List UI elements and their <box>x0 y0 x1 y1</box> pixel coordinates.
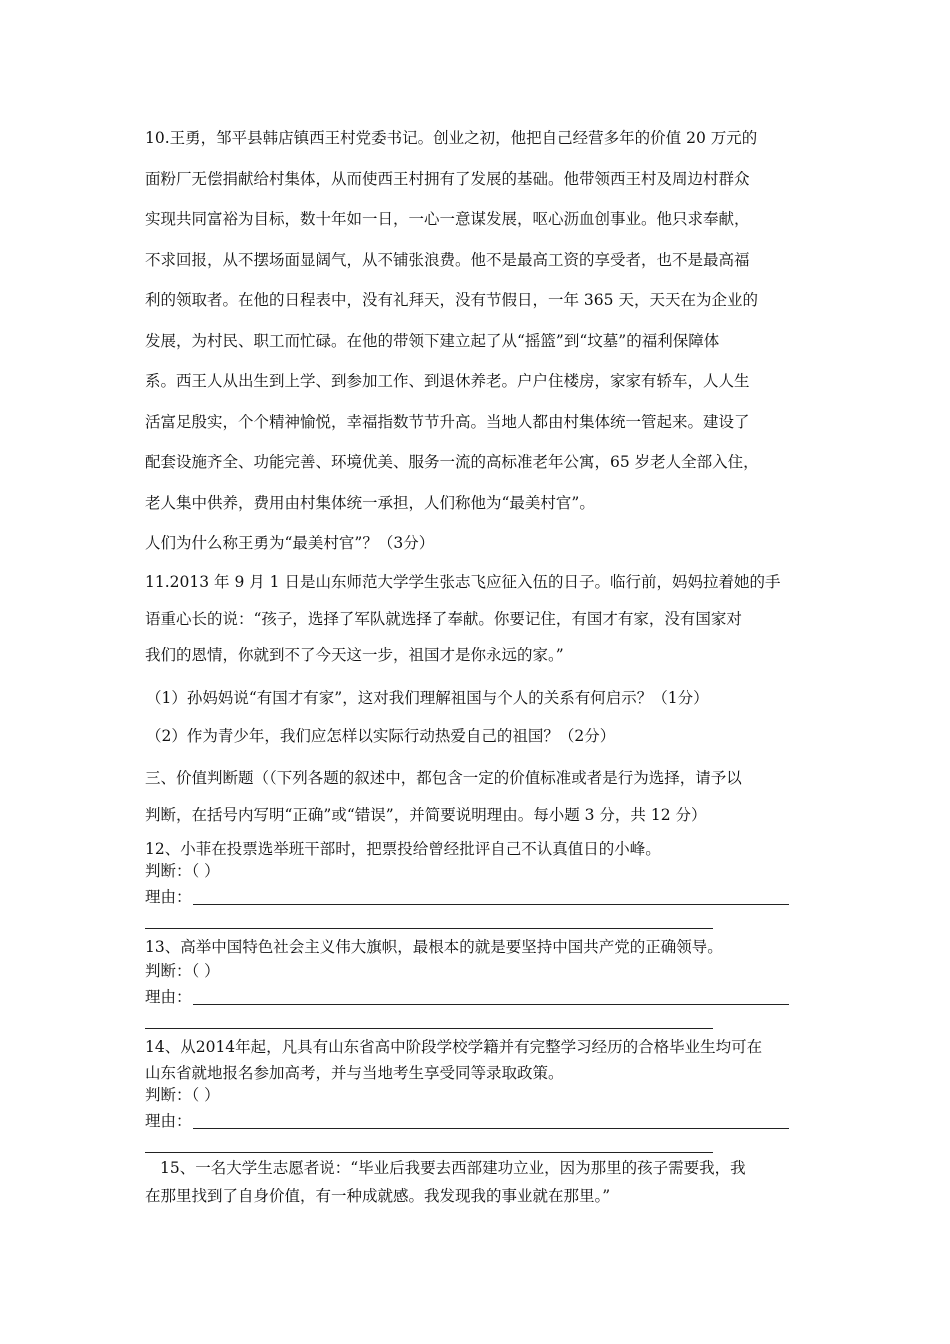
question-line: 在那里找到了自身价值，有一种成就感。我发现我的事业就在那里。” <box>145 1187 611 1205</box>
question-11-sub-1: （1）孙妈妈说“有国才有家”，这对我们理解祖国与个人的关系有何启示？（1分） <box>146 689 709 707</box>
passage-line: 10.王勇，邹平县韩店镇西王村党委书记。创业之初，他把自己经营多年的价值 20 万元的 <box>145 129 758 147</box>
passage-line: 语重心长的说：“孩子，选择了军队就选择了奉献。你要记住，有国才有家，没有国家对 <box>145 609 742 628</box>
passage-line: 发展，为村民、职工而忙碌。在他的带领下建立起了从“摇篮”到“坟墓”的福利保障体 <box>145 331 720 350</box>
passage-line: 老人集中供养，费用由村集体统一承担，人们称他为“最美村官”。 <box>145 493 595 512</box>
question-13: 13、高举中国特色社会主义伟大旗帜，最根本的就是要坚持中国共产党的正确领导。 <box>145 938 723 956</box>
passage-line: 利的领取者。在他的日程表中，没有礼拜天，没有节假日，一年 365 天，天天在为企业的 <box>145 291 758 309</box>
question-10-prompt: 人们为什么称王勇为“最美村官”？（3分） <box>145 534 435 552</box>
reason-label: 理由： <box>145 888 192 906</box>
judgment-field[interactable]: 判断：（ ） <box>145 862 220 880</box>
answer-line[interactable] <box>145 1028 713 1029</box>
passage-line: 系。西王人从出生到上学、到参加工作、到退休养老。户户住楼房，家家有轿车，人人生 <box>145 372 750 390</box>
section-heading-line: 三、价值判断题（（下列各题的叙述中，都包含一定的价值标准或者是行为选择，请予以 <box>145 769 742 787</box>
question-line: 14、从2014年起，凡具有山东省高中阶段学校学籍并有完整学习经历的合格毕业生均可在 <box>145 1038 763 1056</box>
passage-line: 面粉厂无偿捐献给村集体，从而使西王村拥有了发展的基础。他带领西王村及周边村群众 <box>145 169 750 188</box>
question-14 <box>145 1034 815 1086</box>
reason-label: 理由： <box>145 1112 192 1130</box>
question-15 <box>145 1154 830 1210</box>
question-12: 12、小菲在投票选举班干部时，把票投给曾经批评自己不认真值日的小峰。 <box>145 840 661 858</box>
question-11-sub-2: （2）作为青少年，我们应怎样以实际行动热爱自己的祖国？（2分） <box>146 727 616 745</box>
judgment-field[interactable]: 判断：（ ） <box>145 1086 220 1104</box>
passage-line: 实现共同富裕为目标，数十年如一日，一心一意谋发展，呕心沥血创事业。他只求奉献， <box>145 210 750 228</box>
passage-line: 我们的恩情，你就到不了今天这一步，祖国才是你永远的家。” <box>145 646 564 664</box>
passage-line: 活富足殷实，个个精神愉悦，幸福指数节节升高。当地人都由村集体统一管起来。建设了 <box>145 412 750 431</box>
question-11-passage <box>145 564 815 674</box>
judgment-field[interactable]: 判断：（ ） <box>145 962 220 980</box>
reason-label: 理由： <box>145 988 192 1006</box>
passage-line: 配套设施齐全、功能完善、环境优美、服务一流的高标准老年公寓，65 岁老人全部入住， <box>145 453 759 471</box>
answer-line[interactable] <box>193 1128 789 1129</box>
section-heading-line: 判断，在括号内写明“正确”或“错误”，并简要说明理由。每小题 3 分，共 12 分） <box>145 806 707 824</box>
answer-line[interactable] <box>145 1152 713 1153</box>
question-10-passage <box>145 118 815 523</box>
passage-line: 不求回报，从不摆场面显阔气，从不铺张浪费。他不是最高工资的享受者，也不是最高福 <box>145 250 750 269</box>
answer-line[interactable] <box>145 928 713 929</box>
answer-line[interactable] <box>193 1004 789 1005</box>
question-line: 山东省就地报名参加高考，并与当地考生享受同等录取政策。 <box>145 1064 564 1082</box>
answer-line[interactable] <box>193 904 789 905</box>
section-3-heading <box>145 760 815 834</box>
passage-line: 11.2013 年 9 月 1 日是山东师范大学学生张志飞应征入伍的日子。临行前，妈妈拉着她的手 <box>145 573 781 591</box>
question-line: 15、一名大学生志愿者说：“毕业后我要去西部建功立业，因为那里的孩子需要我，我 <box>160 1159 746 1177</box>
